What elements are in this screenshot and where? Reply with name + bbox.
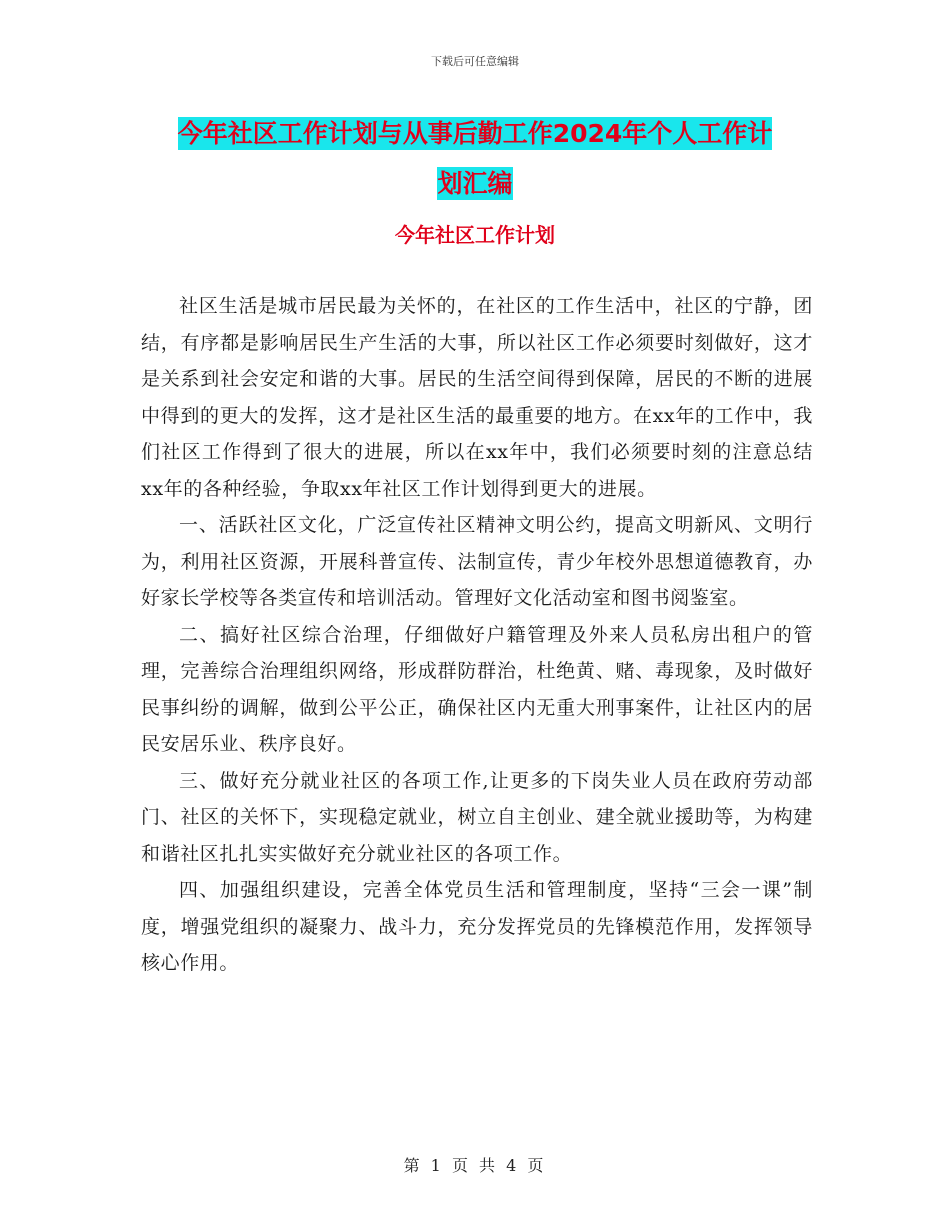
paragraph-item-2: 二、搞好社区综合治理，仔细做好户籍管理及外来人员私房出租户的管理，完善综合治理组织网络，形成群防群治，杜绝黄、赌、毒现象，及时做好民事纠纷的调解，做到公平公正，确保社区内无重大刑事案件，让社区内的居民安居乐业、秩序良好。 [141, 623, 813, 755]
paragraph-item-4: 四、加强组织建设，完善全体党员生活和管理制度，坚持“三会一课”制度，增强党组织的凝聚力、战斗力，充分发挥党员的先锋模范作用，发挥领导核心作用。 [141, 879, 813, 974]
document-title-line-1: 今年社区工作计划与从事后勤工作2024年个人工作计 [177, 119, 773, 148]
paragraph-item-1: 一、活跃社区文化，广泛宣传社区精神文明公约，提高文明新风、文明行为，利用社区资源，开展科普宣传、法制宣传，青少年校外思想道德教育，办好家长学校等各类宣传和培训活动。管理好文化活动室和图书阅鉴室。 [141, 514, 813, 609]
section-heading: 今年社区工作计划 [395, 223, 555, 247]
document-body [141, 288, 813, 982]
page-number-footer: 第 1 页 共 4 页 [403, 1156, 547, 1175]
header-note: 下载后可任意编辑 [431, 55, 519, 68]
paragraph-item-3: 三、做好充分就业社区的各项工作,让更多的下岗失业人员在政府劳动部门、社区的关怀下，实现稳定就业，树立自主创业、建全就业援助等，为构建和谐社区扎扎实实做好充分就业社区的各项工作。 [141, 769, 813, 865]
paragraph-intro: 社区生活是城市居民最为关怀的，在社区的工作生活中，社区的宁静，团结，有序都是影响居民生产生活的大事，所以社区工作必须要时刻做好，这才是关系到社会安定和谐的大事。居民的生活空间得到保障，居民的不断的进展中得到的更大的发挥，这才是社区生活的最重要的地方。在xx年的工作中，我们社区工作得到了很大的进展，所以在xx年中，我们必须要时刻的注意总结xx年的各种经验，争取xx年社区工作计划得到更大的进展。 [141, 295, 813, 500]
document-title-line-2: 划汇编 [437, 169, 513, 198]
document-title [0, 109, 950, 209]
